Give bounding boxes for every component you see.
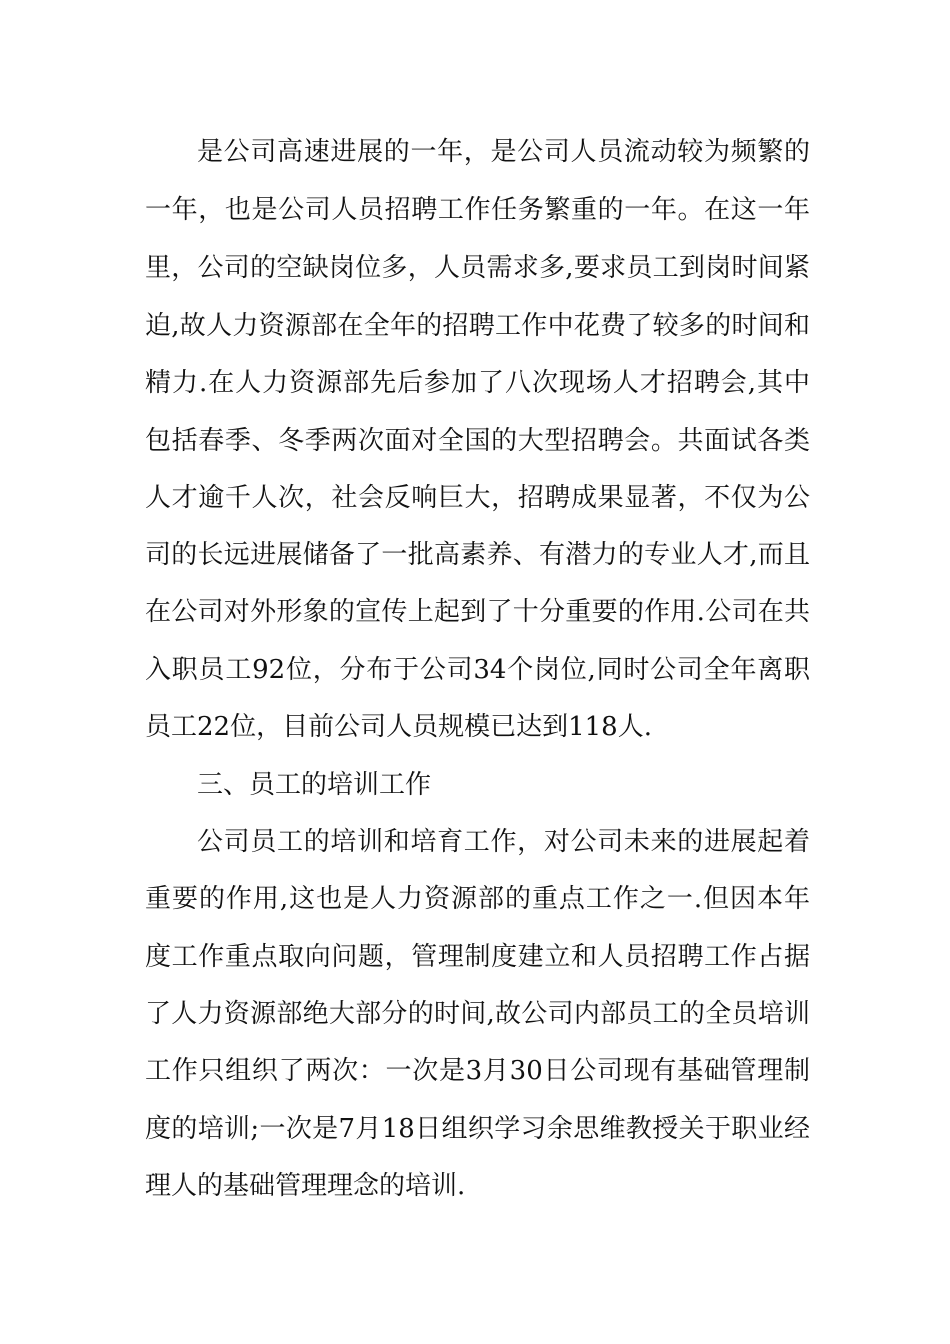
paragraph-line: 度工作重点取向问题，管理制度建立和人员招聘工作占据 bbox=[145, 942, 810, 972]
paragraph-line: 理人的基础管理理念的培训. bbox=[145, 1171, 466, 1201]
paragraph-line: 里，公司的空缺岗位多，人员需求多,要求员工到岗时间紧 bbox=[145, 253, 810, 283]
paragraph-line: 工作只组织了两次：一次是3月30日公司现有基础管理制 bbox=[145, 1056, 810, 1086]
paragraph-line: 员工22位，目前公司人员规模已达到118人. bbox=[145, 712, 652, 742]
paragraph-line: 司的长远进展储备了一批高素养、有潜力的专业人才,而且 bbox=[145, 540, 810, 570]
section-heading: 三、员工的培训工作 bbox=[197, 770, 432, 800]
paragraph-line: 入职员工92位，分布于公司34个岗位,同时公司全年离职 bbox=[145, 655, 810, 685]
paragraph-line: 人才逾千人次，社会反响巨大，招聘成果显著，不仅为公 bbox=[145, 483, 810, 513]
paragraph-line: 了人力资源部绝大部分的时间,故公司内部员工的全员培训 bbox=[145, 999, 810, 1029]
paragraph-line: 公司员工的培训和培育工作，对公司未来的进展起着 bbox=[197, 827, 810, 857]
paragraph-line: 精力.在人力资源部先后参加了八次现场人才招聘会,其中 bbox=[145, 368, 810, 398]
paragraph-line: 是公司高速进展的一年，是公司人员流动较为频繁的 bbox=[197, 137, 810, 167]
paragraph-line: 包括春季、冬季两次面对全国的大型招聘会。共面试各类 bbox=[145, 426, 810, 456]
paragraph-line: 重要的作用,这也是人力资源部的重点工作之一.但因本年 bbox=[145, 884, 810, 914]
paragraph-line: 一年，也是公司人员招聘工作任务繁重的一年。在这一年 bbox=[145, 195, 810, 225]
paragraph-line: 迫,故人力资源部在全年的招聘工作中花费了较多的时间和 bbox=[145, 311, 810, 341]
paragraph-line: 在公司对外形象的宣传上起到了十分重要的作用.公司在共 bbox=[145, 597, 810, 627]
paragraph-line: 度的培训;一次是7月18日组织学习余思维教授关于职业经 bbox=[145, 1114, 810, 1144]
